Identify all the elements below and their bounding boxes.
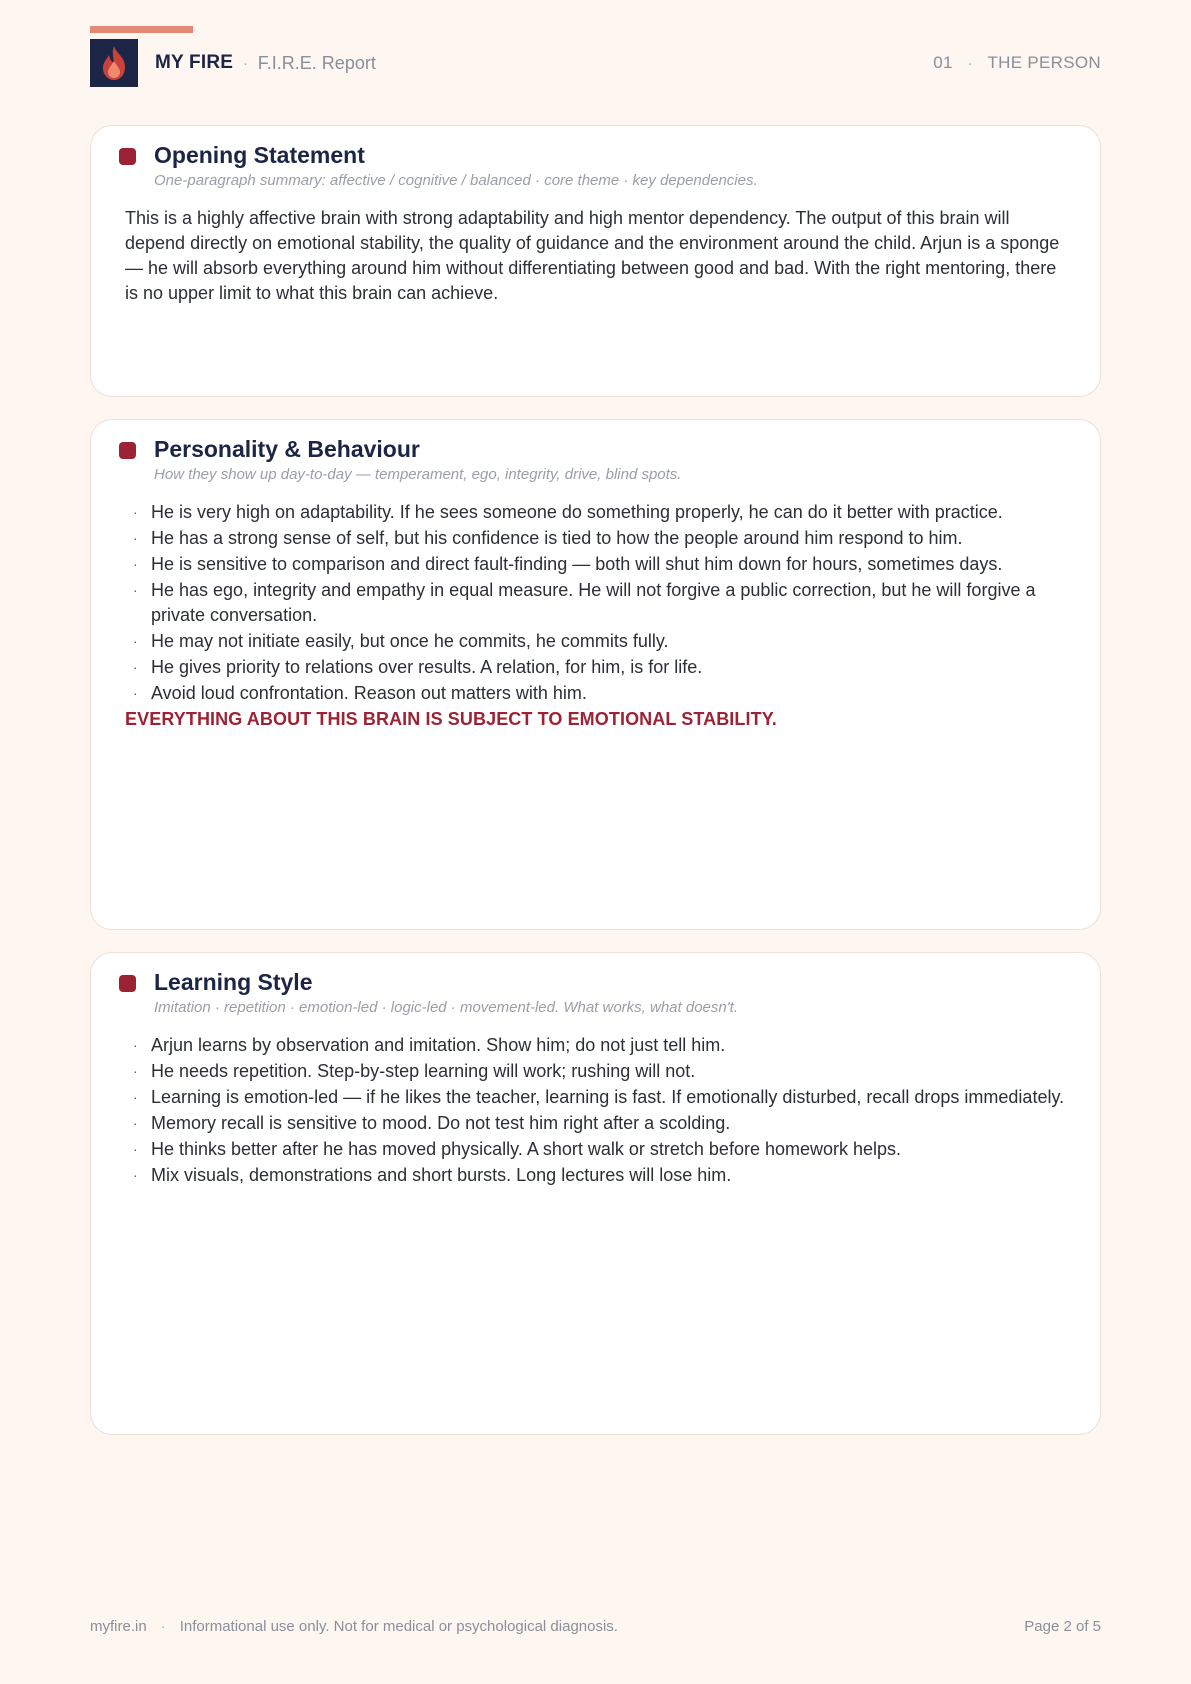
- list-bullet: ·: [133, 1115, 138, 1131]
- card-body: [129, 1033, 1070, 1189]
- card-body: [125, 500, 1070, 732]
- card-body: [125, 206, 1070, 306]
- list-item: [129, 681, 1070, 706]
- list-item: [129, 500, 1070, 525]
- footer-site: myfire.in: [90, 1618, 147, 1635]
- list-bullet: ·: [133, 685, 138, 701]
- card-title: Learning Style: [154, 969, 313, 995]
- personality-card: [90, 419, 1101, 930]
- list-item: [129, 1059, 1070, 1084]
- key-takeaway: EVERYTHING ABOUT THIS BRAIN IS SUBJECT TO EMOTIONAL STABILITY.: [125, 709, 777, 729]
- footer-left: [90, 1618, 618, 1635]
- list-item: [129, 1137, 1070, 1162]
- card-header: [119, 140, 1072, 191]
- section-name: THE PERSON: [987, 53, 1101, 72]
- list-bullet: ·: [133, 530, 138, 546]
- footer-disclaimer: Informational use only. Not for medical or psychological diagnosis.: [179, 1618, 618, 1635]
- list-item-text: He has a strong sense of self, but his confidence is tied to how the people around him respond to him.: [151, 528, 963, 548]
- list-bullet: ·: [133, 504, 138, 520]
- header-accent-bar: [90, 26, 193, 33]
- list-item-text: Memory recall is sensitive to mood. Do not test him right after a scolding.: [151, 1113, 731, 1133]
- list-bullet: ·: [133, 1141, 138, 1157]
- list-bullet: ·: [133, 1167, 138, 1183]
- page-number: Page 2 of 5: [1024, 1618, 1101, 1635]
- report-name: F.I.R.E. Report: [257, 52, 376, 73]
- list-item-text: Mix visuals, demonstrations and short bursts. Long lectures will lose him.: [151, 1165, 732, 1185]
- list-item: [129, 1085, 1070, 1110]
- section-marker: [119, 148, 136, 165]
- list-item-text: Avoid loud confrontation. Reason out matters with him.: [151, 683, 587, 703]
- list-item: [129, 552, 1070, 577]
- personality-list: [129, 500, 1070, 706]
- learning-list: [129, 1033, 1070, 1188]
- card-subtitle: One-paragraph summary: affective / cognitive / balanced · core theme · key dependencies.: [154, 172, 758, 189]
- section-number: 01: [933, 53, 953, 72]
- list-item-text: Arjun learns by observation and imitation. Show him; do not just tell him.: [151, 1035, 726, 1055]
- section-marker: [119, 442, 136, 459]
- brand-name: MY FIRE: [155, 52, 234, 73]
- page-header: [90, 39, 1101, 87]
- list-bullet: ·: [133, 1037, 138, 1053]
- card-subtitle: Imitation · repetition · emotion-led · logic-led · movement-led. What works, what doesn't.: [154, 999, 738, 1016]
- card-header: [119, 967, 1072, 1018]
- card-title: Opening Statement: [154, 142, 365, 168]
- footer-separator: ·: [160, 1618, 166, 1634]
- list-item: [129, 629, 1070, 654]
- list-bullet: ·: [133, 659, 138, 675]
- list-item-text: He may not initiate easily, but once he commits, he commits fully.: [151, 631, 669, 651]
- flame-icon: [90, 39, 138, 87]
- list-bullet: ·: [133, 633, 138, 649]
- list-item-text: He gives priority to relations over results. A relation, for him, is for life.: [151, 657, 703, 677]
- list-item-text: He is very high on adaptability. If he sees someone do something properly, he can do it better with practice.: [151, 502, 1003, 522]
- list-item-text: He has ego, integrity and empathy in equal measure. He will not forgive a public correction, but he will forgive a private conversation.: [151, 580, 1036, 625]
- card-subtitle: How they show up day-to-day — temperament, ego, integrity, drive, blind spots.: [154, 466, 682, 483]
- list-item-text: Learning is emotion-led — if he likes the teacher, learning is fast. If emotionally disturbed, recall drops immediately.: [151, 1087, 1065, 1107]
- list-item-text: He thinks better after he has moved physically. A short walk or stretch before homework helps.: [151, 1139, 902, 1159]
- list-bullet: ·: [133, 556, 138, 572]
- list-bullet: ·: [133, 582, 138, 598]
- section-separator: ·: [967, 55, 973, 71]
- opening-statement-card: [90, 125, 1101, 397]
- list-item: [129, 1033, 1070, 1058]
- list-item: [129, 1163, 1070, 1188]
- list-item: [129, 526, 1070, 551]
- list-item-text: He needs repetition. Step-by-step learning will work; rushing will not.: [151, 1061, 696, 1081]
- section-label: [933, 53, 1101, 73]
- page-footer: [90, 1618, 1101, 1635]
- list-item: [129, 655, 1070, 680]
- section-marker: [119, 975, 136, 992]
- list-bullet: ·: [133, 1089, 138, 1105]
- brand: [90, 39, 376, 87]
- opening-paragraph: This is a highly affective brain with strong adaptability and high mentor dependency. The output of this brain will depend directly on emotional stability, the quality of guidance and the environment around the child. Arjun is a sponge — he will absorb everything around him without differentiating between good and bad. With the right mentoring, there is no upper limit to what this brain can achieve.: [125, 208, 1060, 303]
- list-item-text: He is sensitive to comparison and direct fault-finding — both will shut him down for hours, sometimes days.: [151, 554, 1003, 574]
- brand-separator: ·: [243, 55, 248, 71]
- list-bullet: ·: [133, 1063, 138, 1079]
- card-header: [119, 434, 1072, 485]
- list-item: [129, 578, 1070, 628]
- card-title: Personality & Behaviour: [154, 436, 420, 462]
- list-item: [129, 1111, 1070, 1136]
- learning-style-card: [90, 952, 1101, 1435]
